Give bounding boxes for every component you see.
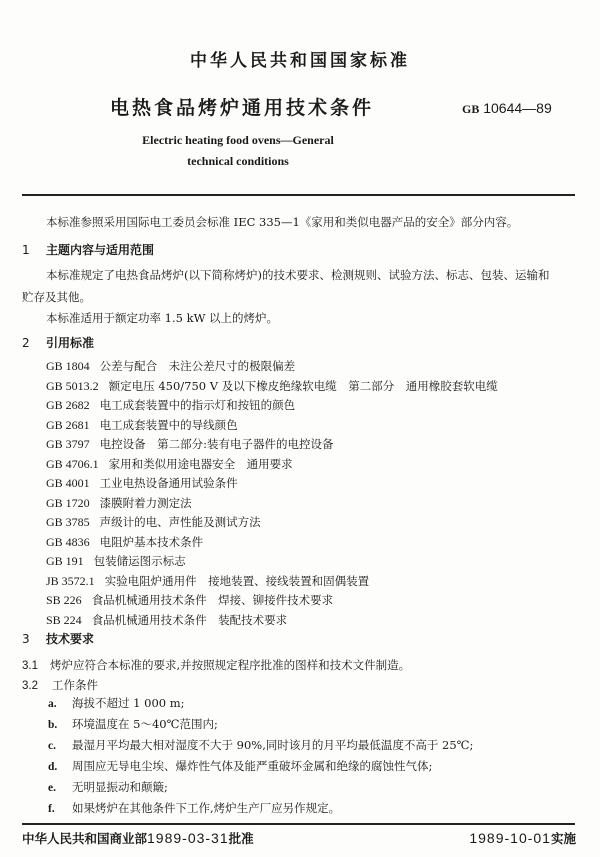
ref-item: GB 2682 电工成套装置中的指示灯和按钮的颜色 xyxy=(46,398,296,412)
section-1-heading: 1 主题内容与适用范围 xyxy=(22,243,155,257)
section-3-heading: 3 技术要求 xyxy=(22,632,95,646)
condition-item: b. 环境温度在 5～40℃范围内; xyxy=(48,717,218,731)
document-title-zh: 电热食品烤炉通用技术条件 xyxy=(110,97,375,119)
issuing-organization: 中华人民共和国国家标准 xyxy=(190,51,410,71)
condition-item: d. 周围应无导电尘埃、爆炸性气体及能严重破坏金属和绝缘的腐蚀性气体; xyxy=(48,759,433,773)
ref-item: GB 4836 电阻炉基本技术条件 xyxy=(46,534,204,549)
code-prefix: GB xyxy=(462,102,480,116)
ref-item: GB 4001 工业电热设备通用试验条件 xyxy=(46,476,238,490)
ref-item: GB 3797 电控设备 第二部分:装有电子器件的电控设备 xyxy=(46,437,334,451)
footer-divider xyxy=(22,823,575,825)
ref-item: SB 226 食品机械通用技术条件 焊接、铆接件技术要求 xyxy=(46,593,334,607)
ref-item: GB 1720 漆膜附着力测定法 xyxy=(46,495,192,510)
ref-item: GB 2681 电工成套装置中的导线颜色 xyxy=(46,417,238,432)
ref-item: GB 4706.1 家用和类似用途电器安全 通用要求 xyxy=(46,456,293,471)
section-2-heading: 2 引用标准 xyxy=(22,336,95,350)
document-title-en-line1: Electric heating food ovens—General xyxy=(142,133,334,147)
condition-item: f. 如果烤炉在其他条件下工作,烤炉生产厂应另作规定。 xyxy=(48,801,341,815)
header-divider xyxy=(22,194,575,196)
footer-effective: 1989-10-01实施 xyxy=(469,830,576,846)
condition-item: a. 海拔不超过 1 000 m; xyxy=(48,696,185,710)
ref-item: JB 3572.1 实验电阻炉通用件 接地装置、接线装置和固偶装置 xyxy=(46,573,370,588)
ref-item: GB 1804 公差与配合 未注公差尺寸的极限偏差 xyxy=(46,359,296,373)
section-1-para1-line2: 贮存及其他。 xyxy=(22,290,91,304)
clause-3-2-heading: 3.2 工作条件 xyxy=(22,678,98,692)
ref-item: GB 191 包装储运图示标志 xyxy=(46,554,186,568)
ref-item: SB 224 食品机械通用技术条件 装配技术要求 xyxy=(46,612,288,627)
document-title-en-line2: technical conditions xyxy=(187,154,289,168)
footer-approval: 中华人民共和国商业部1989-03-31批准 xyxy=(22,830,254,846)
standard-code xyxy=(462,100,552,117)
condition-item: e. 无明显振动和颠簸; xyxy=(48,780,168,794)
code-number: 10644—89 xyxy=(483,100,552,116)
clause-3-1: 3.1 烤炉应符合本标准的要求,并按照规定程序批准的图样和技术文件制造。 xyxy=(22,658,411,672)
condition-item: c. 最湿月平均最大相对湿度不大于 90%,同时该月的月平均最低温度不高于 25℃; xyxy=(48,738,474,752)
section-1-para2: 本标准适用于额定功率 1.5 kW 以上的烤炉。 xyxy=(46,311,279,325)
section-1-para1-line1: 本标准规定了电热食品烤炉(以下简称烤炉)的技术要求、检测规则、试验方法、标志、包装、运输和 xyxy=(46,268,550,282)
intro-paragraph: 本标准参照采用国际电工委员会标准 IEC 335—1《家用和类似电器产品的安全》部分内容。 xyxy=(46,215,519,229)
ref-item: GB 3785 声级计的电、声性能及测试方法 xyxy=(46,515,261,529)
ref-item: GB 5013.2 额定电压 450/750 V 及以下橡皮绝缘软电缆 第二部分 通用橡胶套软电缆 xyxy=(46,378,498,393)
